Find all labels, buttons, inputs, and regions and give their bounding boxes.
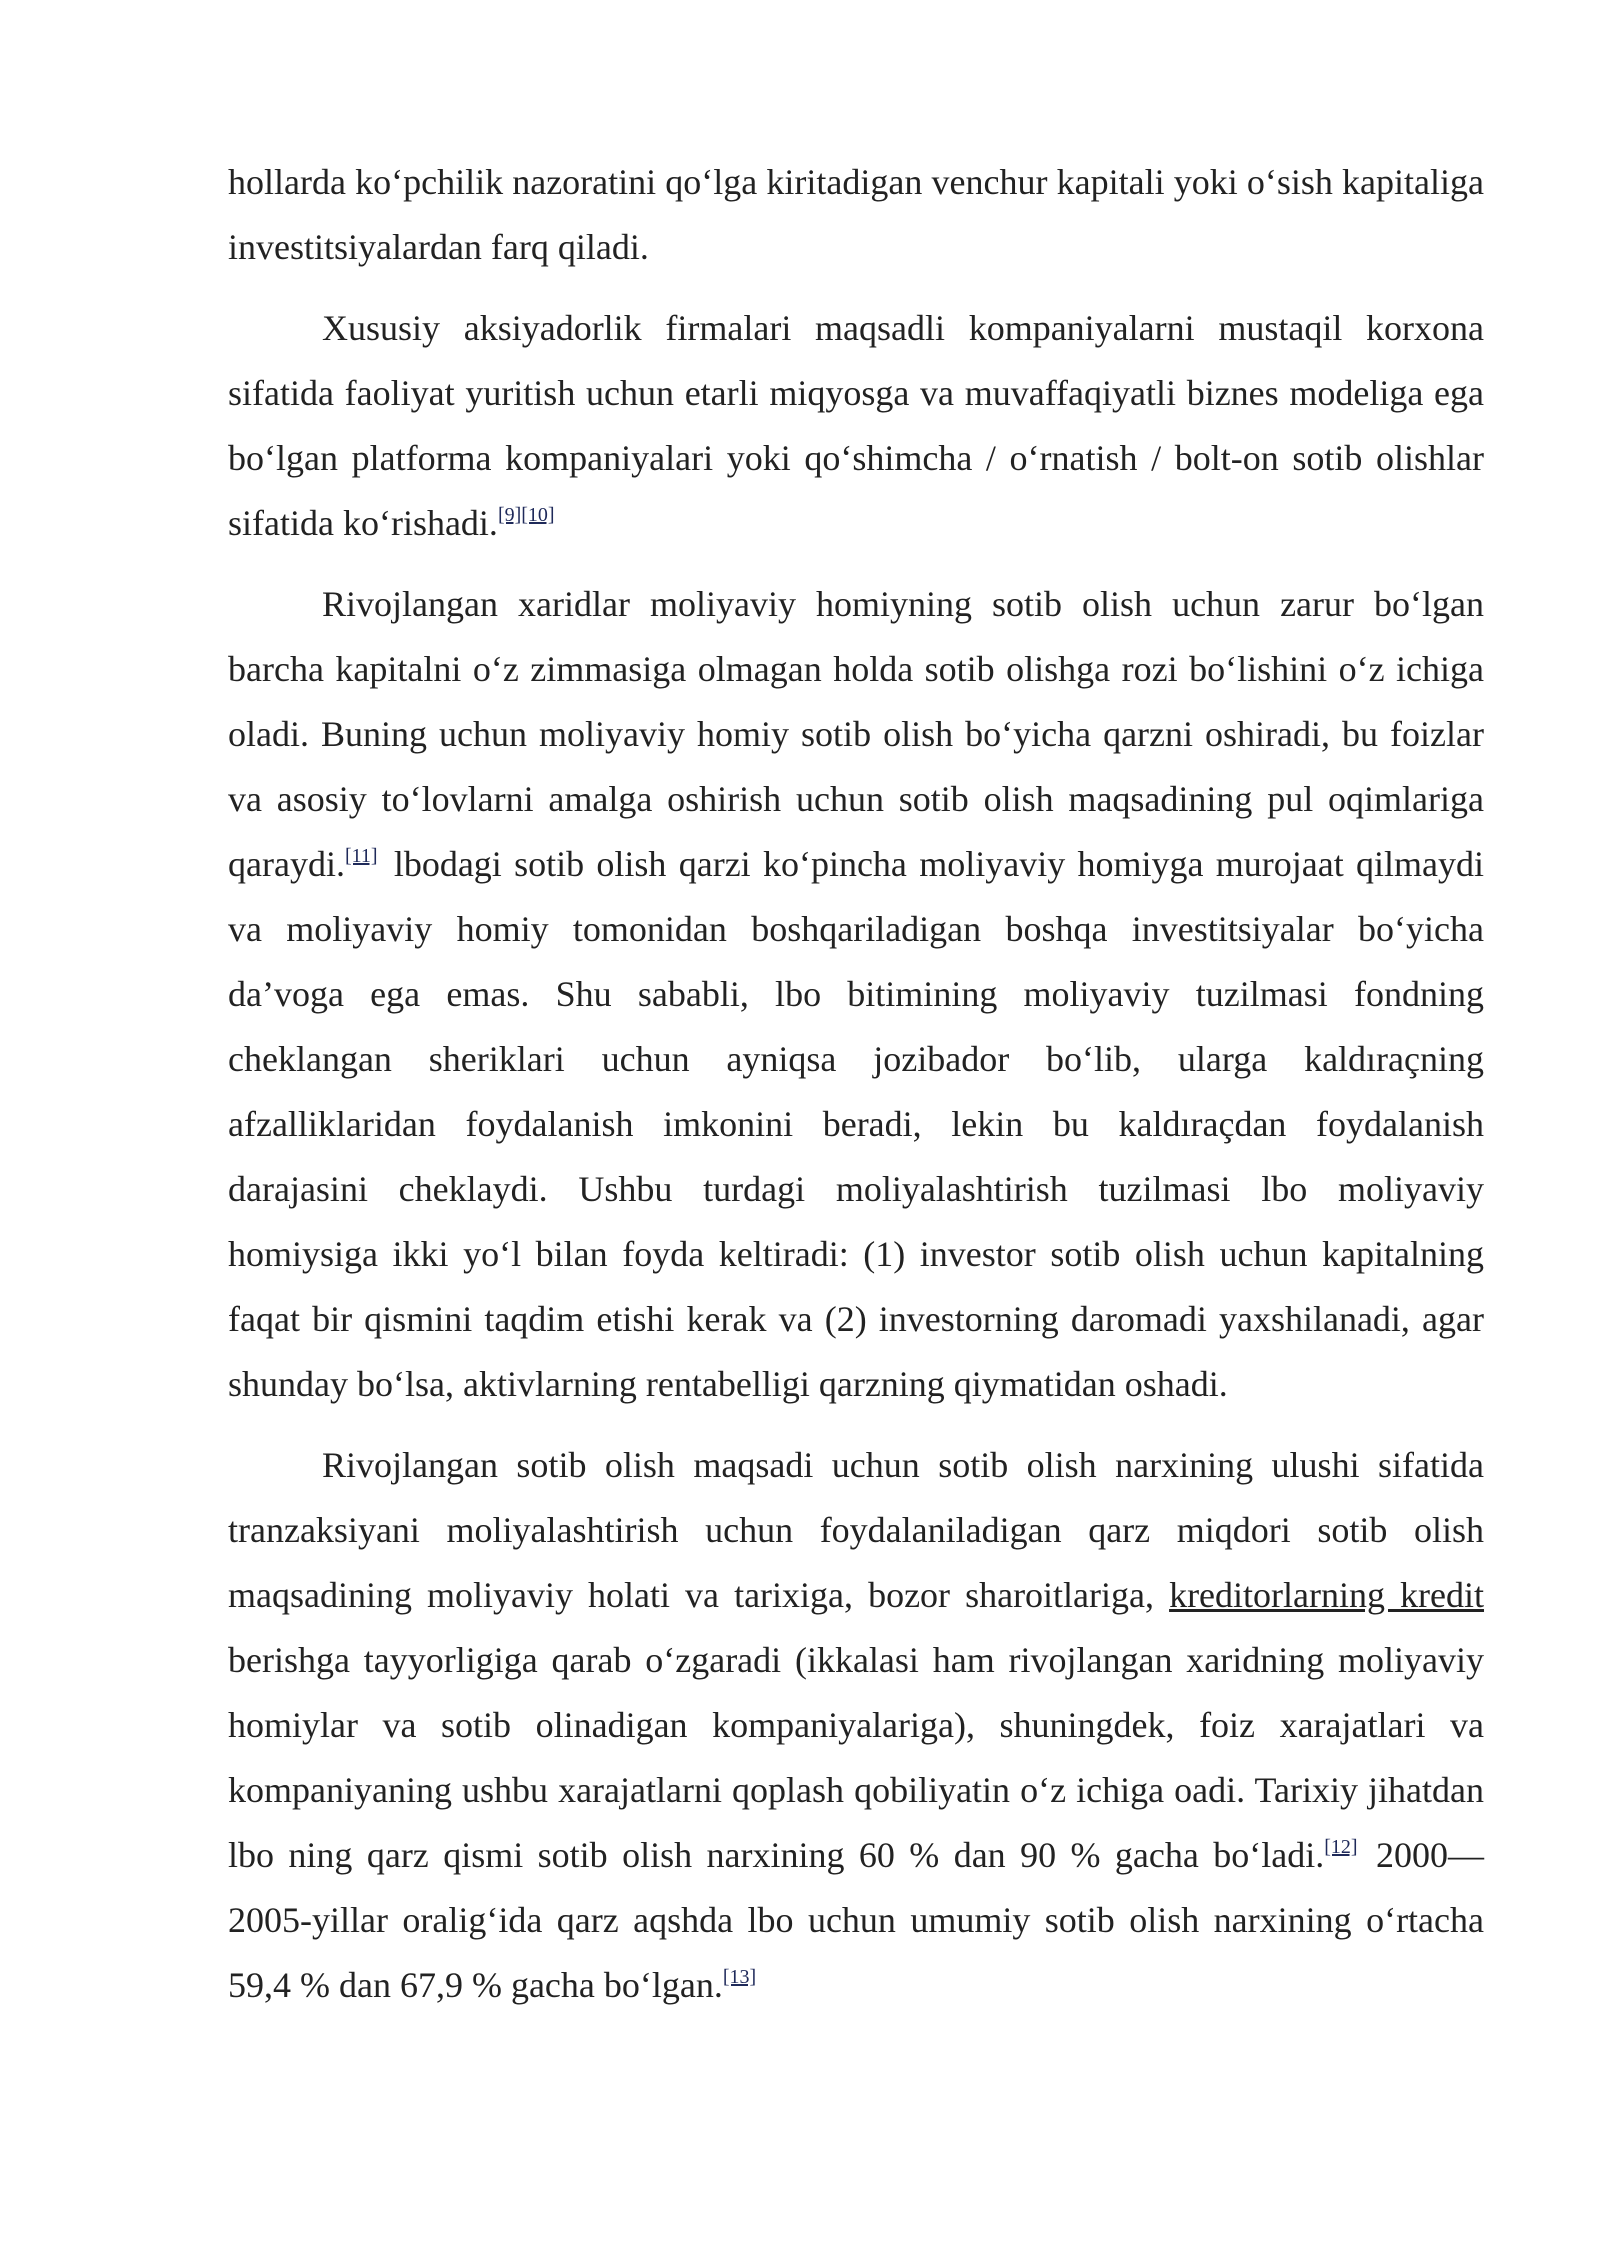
kreditorlarning-kredit-link[interactable]: kreditorlarning kredit — [1169, 1575, 1485, 1615]
paragraph-3-text-a: Rivojlangan xaridlar moliyaviy homiyning sotib olish uchun zarur bo‘lgan barcha kapitalni o‘z zimmasiga olmagan holda sotib olishga rozi bo‘lishini o‘z ichiga oladi. Buning uchun moliyaviy homiy sotib olish bo‘yicha qarzni oshiradi, bu foizlar va asosiy to‘lovlarni amalga oshirish uchun sotib olish maqsadining pul oqimlariga qaraydi. — [228, 584, 1484, 884]
paragraph-3-text-b: lbodagi sotib olish qarzi ko‘pincha moliyaviy homiyga murojaat qilmaydi va moliyaviy homiy tomonidan boshqariladigan boshqa investitsiyalar bo‘yicha da’voga ega emas. Shu sababli, lbo bitimining moliyaviy tuzilmasi fondning cheklangan sheriklari uchun ayniqsa jozibador bo‘lib, ularga kaldıraçning afzalliklaridan foydalanish imkonini beradi, lekin bu kaldıraçdan foydalanish darajasini cheklaydi. Ushbu turdagi moliyalashtirish tuzilmasi lbo moliyaviy homiysiga ikki yo‘l bilan foyda keltiradi: (1) investor sotib olish uchun kapitalning faqat bir qismini taqdim etishi kerak va (2) investorning daromadi yaxshilanadi, agar shunday bo‘lsa, aktivlarning rentabelligi qarzning qiymatidan oshadi. — [228, 844, 1484, 1404]
paragraph-3 — [228, 572, 1484, 1417]
paragraph-2 — [228, 296, 1484, 556]
paragraph-4 — [228, 1433, 1484, 2018]
paragraph-1-text: hollarda ko‘pchilik nazoratini qo‘lga kiritadigan venchur kapitali yoki o‘sish kapitaliga investitsiyalardan farq qiladi. — [228, 162, 1484, 267]
footnote-ref-11[interactable]: [11] — [344, 845, 378, 867]
footnote-ref-12[interactable]: [12] — [1324, 1836, 1358, 1858]
paragraph-2-text: Xususiy aksiyadorlik firmalari maqsadli kompaniyalarni mustaqil korxona sifatida faoliyat yuritish uchun etarli miqyosga va muvaffaqiyatli biznes modeliga ega bo‘lgan platforma kompaniyalari yoki qo‘shimcha / o‘rnatish / bolt-on sotib olishlar sifatida ko‘rishadi. — [228, 308, 1484, 543]
footnote-ref-9-10[interactable]: [9][10] — [497, 504, 555, 526]
paragraph-1 — [228, 150, 1484, 280]
document-body — [228, 150, 1484, 2034]
footnote-ref-13[interactable]: [13] — [722, 1966, 757, 1988]
paragraph-4-text-a: Rivojlangan sotib olish maqsadi uchun sotib olish narxining ulushi sifatida tranzaksiyani moliyalashtirish uchun foydalaniladigan qarz miqdori sotib olish maqsadining moliyaviy holati va tarixiga, bozor sharoitlariga, — [228, 1445, 1484, 1615]
paragraph-4-text-b: berishga tayyorligiga qarab o‘zgaradi (ikkalasi ham rivojlangan xaridning moliyaviy homiylar va sotib olinadigan kompaniyalariga), shuningdek, foiz xarajatlari va kompaniyaning ushbu xarajatlarni qoplash qobiliyatin o‘z ichiga oadi. Tarixiy jihatdan lbo ning qarz qismi sotib olish narxining 60 % dan 90 % gacha bo‘ladi. — [228, 1640, 1484, 1875]
paragraph-4-text-c: 2000—2005-yillar oralig‘ida qarz aqshda lbo uchun umumiy sotib olish narxining o‘rtacha 59,4 % dan 67,9 % gacha bo‘lgan. — [228, 1835, 1485, 2005]
